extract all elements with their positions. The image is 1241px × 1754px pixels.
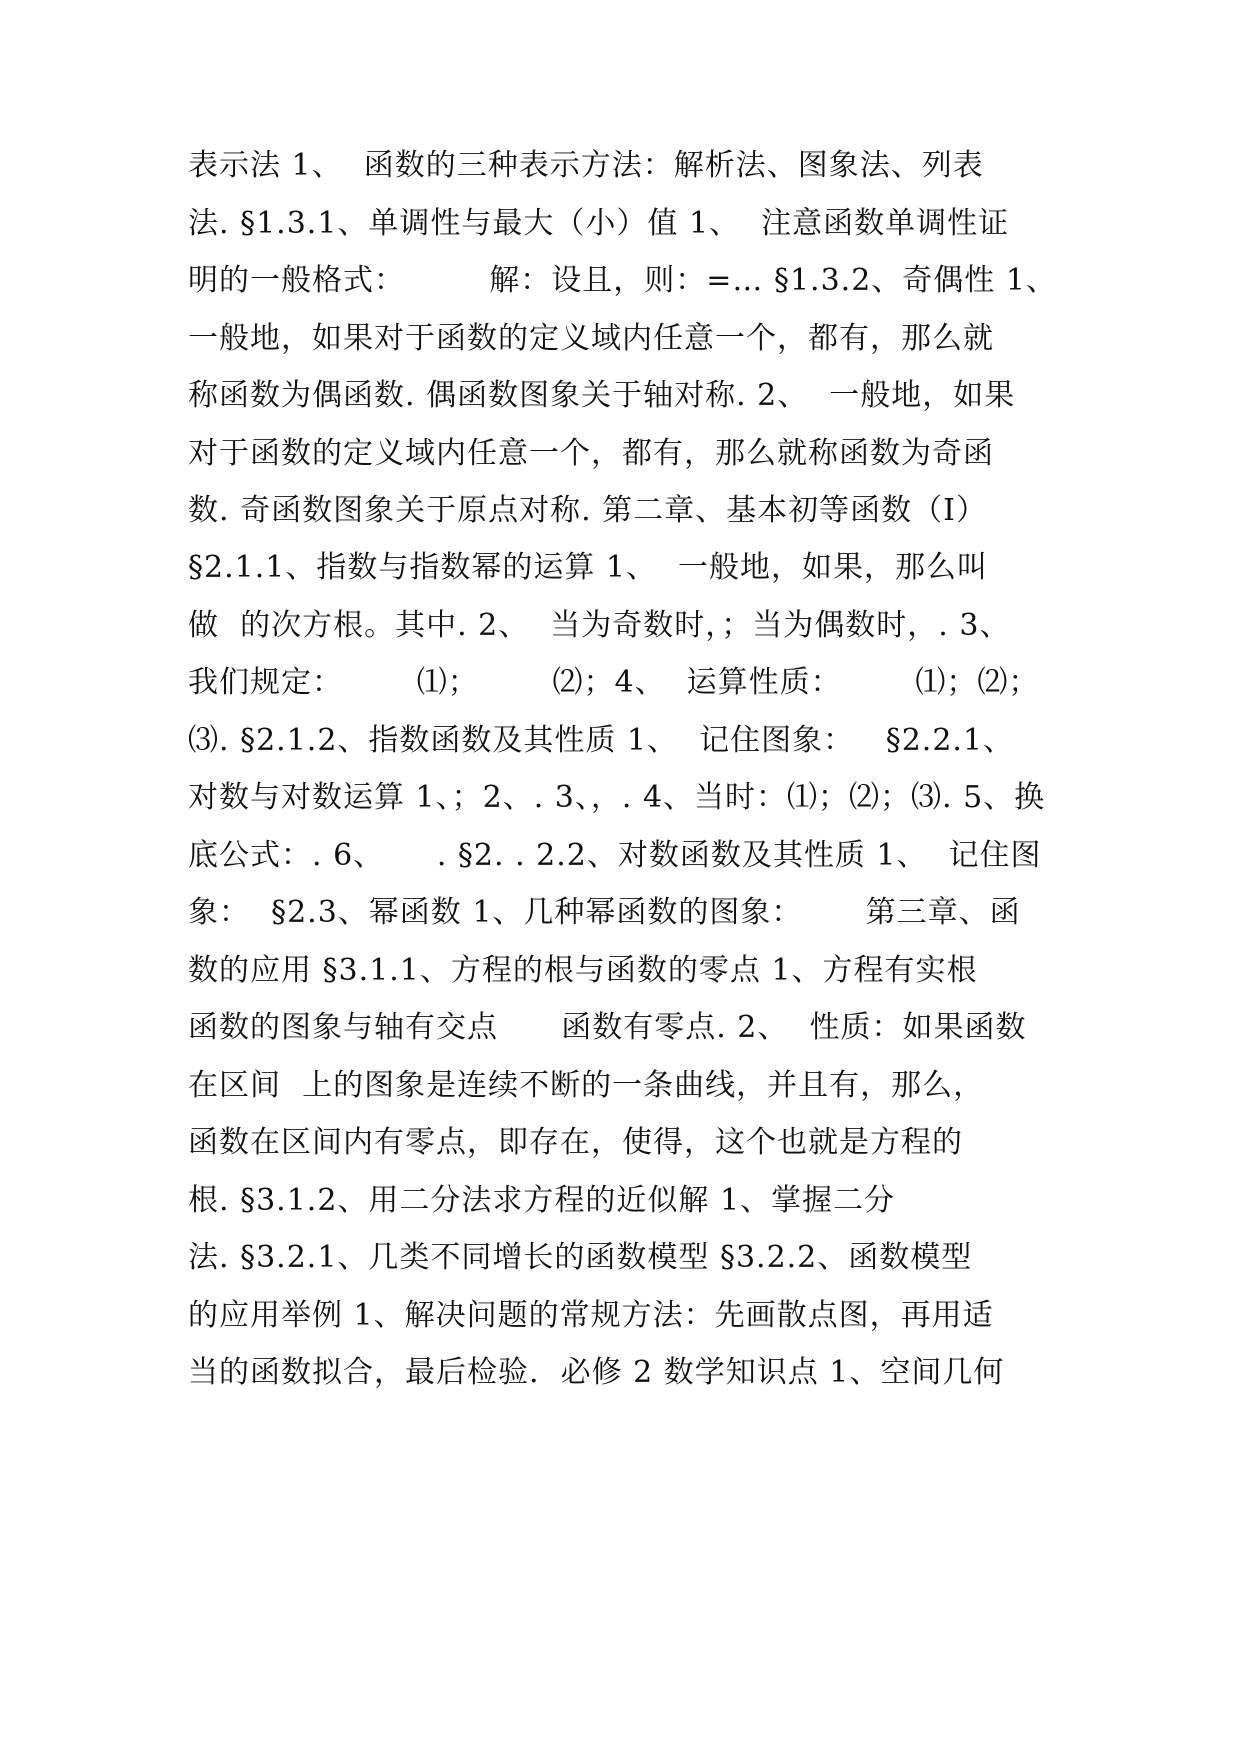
text-line: 做 的次方根。其中. 2、 当为奇数时，；当为偶数时，. 3、 [188,608,1011,643]
text-line: 函数在区间内有零点，即存在，使得，这个也就是方程的 [188,1125,963,1160]
text-line: 法. §3.2.1、几类不同增长的函数模型 §3.2.2、函数模型 [188,1240,973,1275]
text-line: 在区间 上的图象是连续不断的一条曲线，并且有，那么， [188,1068,985,1103]
text-line: 称函数为偶函数. 偶函数图象关于轴对称. 2、 一般地，如果 [188,378,1016,413]
text-line: 数的应用 §3.1.1、方程的根与函数的零点 1、方程有实根 [188,953,978,988]
text-line: 象： §2.3、幂函数 1、几种幂函数的图象： 第三章、函 [188,895,1021,930]
text-line: 的应用举例 1、解决问题的常规方法：先画散点图，再用适 [188,1298,994,1333]
text-line: 法. §1.3.1、单调性与最大（小）值 1、 注意函数单调性证 [188,206,1010,241]
text-line: 明的一般格式： 解：设且，则：=… §1.3.2、奇偶性 1、 [188,263,1057,298]
text-line: §2.1.1、指数与指数幂的运算 1、 一般地，如果，那么叫 [188,550,989,585]
text-line: 对数与对数运算 1、；2、. 3、，. 4、当时：⑴；⑵；⑶. 5、换 [188,780,1046,815]
text-line: 根. §3.1.2、用二分法求方程的近似解 1、掌握二分 [188,1183,896,1218]
text-line: 函数的图象与轴有交点 函数有零点. 2、 性质：如果函数 [188,1010,1027,1045]
text-line: 数. 奇函数图象关于原点对称. 第二章、基本初等函数（Ⅰ） [188,493,987,528]
text-line: 我们规定： ⑴； ⑵；4、 运算性质： ⑴；⑵； [188,665,1040,700]
text-line: 底公式：. 6、 . §2. . 2.2、对数函数及其性质 1、 记住图 [188,838,1042,873]
text-line: 当的函数拟合，最后检验. 必修 2 数学知识点 1、空间几何 [188,1355,1005,1390]
text-line: ⑶. §2.1.2、指数函数及其性质 1、 记住图象： §2.2.1、 [188,723,1015,758]
text-line: 一般地，如果对于函数的定义域内任意一个，都有，那么就 [188,321,994,356]
text-line: 表示法 1、 函数的三种表示方法：解析法、图象法、列表 [188,148,984,183]
text-line: 对于函数的定义域内任意一个，都有，那么就称函数为奇函 [188,436,994,471]
